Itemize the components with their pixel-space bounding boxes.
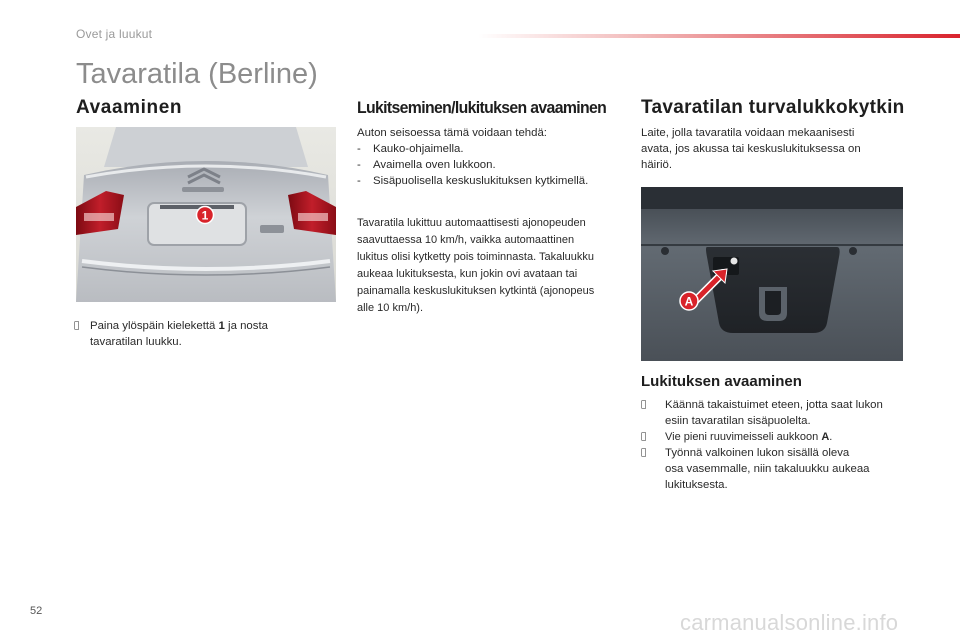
locking-text <box>357 125 627 189</box>
step-1: Käännä takaistuimet eteen, jotta saat lukon esiin tavaratilan sisäpuolelta. <box>641 397 916 429</box>
auto-lock-note: Tavaratila lukittuu automaattisesti ajonopeuden saavuttaessa 10 km/h, vaikka automaattinen lukitus olisi kytketty pois toiminnasta. Takaluukku aukeaa lukituksesta, kun jokin ovi avataan tai painamalla keskuslukituksen kytkintä (ajonopeus alle 10 km/h). <box>357 217 595 314</box>
trunk-photo <box>76 127 336 302</box>
page-title: Tavaratila (Berline) <box>76 58 318 90</box>
heading-locking: Lukitseminen/lukituksen avaaminen <box>357 98 607 117</box>
header-accent-bar <box>478 34 960 38</box>
instruction-opening <box>90 318 340 350</box>
trunk-illustration <box>76 127 336 302</box>
bullet-marker <box>74 318 79 334</box>
locking-methods-list <box>357 141 627 189</box>
instruction-line-2: tavaratilan luukku. <box>90 336 182 348</box>
page-number: 52 <box>30 605 43 617</box>
list-item: - Avaimella oven lukkoon. <box>357 159 496 171</box>
heading-safety-lock: Tavaratilan turvalukkokytkin <box>641 97 905 118</box>
step-3: Työnnä valkoinen lukon sisällä oleva osa vasemmalle, niin takaluukku aukeaa lukituksesta. <box>641 445 916 493</box>
safety-lock-intro: Laite, jolla tavaratila voidaan mekaanisesti avata, jos akussa tai keskuslukituksessa on häiriö. <box>641 127 861 171</box>
bullet-marker <box>641 429 646 445</box>
step-2: Vie pieni ruuvimeisseli aukkoon A. <box>641 429 916 445</box>
bullet-marker <box>641 445 646 461</box>
list-item: - Kauko-ohjaimella. <box>357 143 464 155</box>
watermark: carmanualsonline.info <box>680 610 899 635</box>
unlocking-steps <box>641 397 916 493</box>
bullet-marker <box>641 397 646 413</box>
callout-1-label: 1 <box>201 208 209 223</box>
section-label: Ovet ja luukut <box>76 27 153 41</box>
list-item: - Sisäpuolisella keskuslukituksen kytkimellä. <box>357 175 589 187</box>
callout-a-label: A <box>684 294 694 309</box>
lock-photo <box>641 187 903 361</box>
heading-opening: Avaaminen <box>76 97 183 118</box>
instruction-line-1: Paina ylöspäin kielekettä 1 ja nosta <box>90 320 268 332</box>
locking-intro: Auton seisoessa tämä voidaan tehdä: <box>357 127 547 139</box>
lock-illustration <box>641 187 903 361</box>
subheading-unlocking: Lukituksen avaaminen <box>641 373 802 390</box>
